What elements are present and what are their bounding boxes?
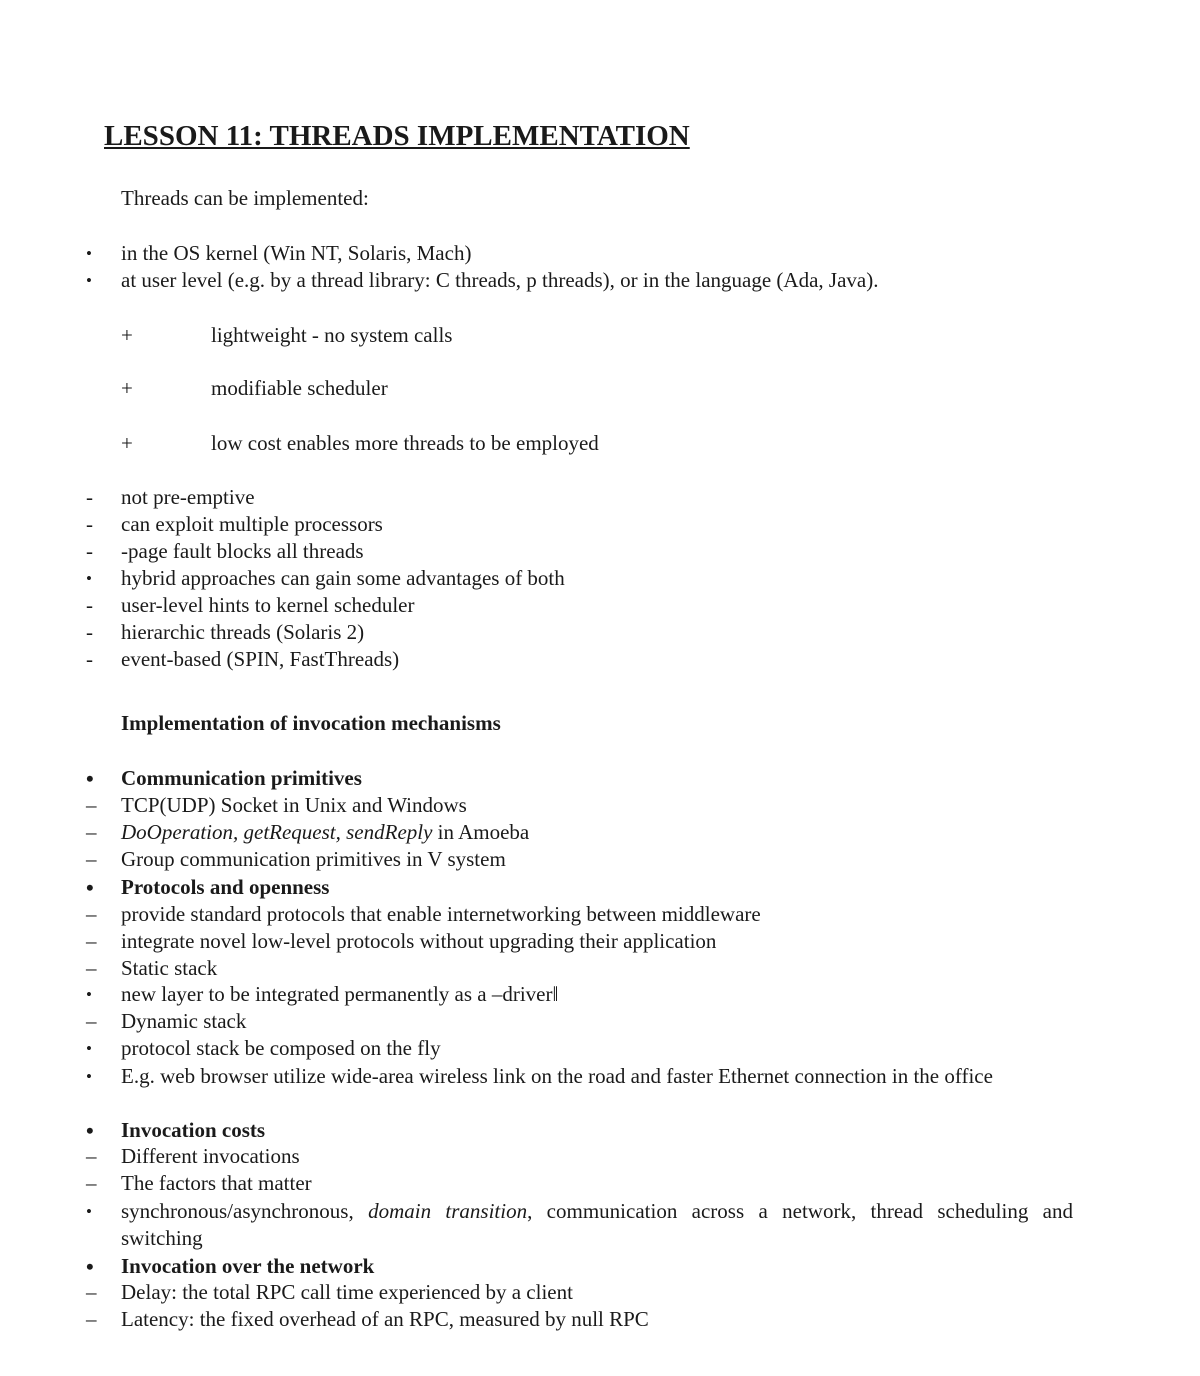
dash-marker: -: [86, 647, 93, 671]
list-item-text: Dynamic stack: [121, 1009, 247, 1033]
bullet-marker: •: [86, 1254, 94, 1279]
list-item-text: in the OS kernel (Win NT, Solaris, Mach): [121, 241, 472, 265]
list-item-text: Static stack: [121, 956, 218, 980]
italic-ops-rest: in Amoeba: [432, 820, 530, 844]
bullet-marker: •: [86, 244, 92, 263]
pro-text: lightweight - no system calls: [211, 323, 453, 347]
list-item-text: Delay: the total RPC call time experienced by a client: [121, 1280, 573, 1304]
italic-ops: DoOperation, getRequest, sendReply: [121, 820, 433, 844]
topic-heading-text: Communication primitives: [121, 766, 362, 790]
list-item-text: -page fault blocks all threads: [121, 539, 364, 563]
dash-marker: –: [86, 1009, 97, 1033]
bullet-marker: •: [86, 1118, 94, 1143]
dash-marker: –: [86, 1171, 97, 1195]
topic-heading-text: Invocation costs: [121, 1118, 266, 1142]
bullet-marker: •: [86, 985, 92, 1004]
dash-marker: –: [86, 1144, 97, 1168]
topic-heading-text: Invocation over the network: [121, 1254, 375, 1278]
section-heading-text: Implementation of invocation mechanisms: [121, 711, 501, 735]
dash-marker: -: [86, 593, 93, 617]
list-item-text: [121, 819, 529, 846]
dash-marker: –: [86, 820, 97, 844]
dash-marker: -: [86, 620, 93, 644]
dash-marker: –: [86, 902, 97, 926]
intro-text: Threads can be implemented:: [121, 186, 369, 210]
list-item-text: Group communication primitives in V system: [121, 847, 506, 871]
bullet-marker: •: [86, 1039, 92, 1058]
plus-marker: +: [121, 323, 133, 347]
dash-marker: –: [86, 793, 97, 817]
dash-marker: –: [86, 929, 97, 953]
bullet-marker: •: [86, 569, 92, 588]
dash-marker: –: [86, 956, 97, 980]
list-item-text: The factors that matter: [121, 1171, 312, 1195]
list-item-text: TCP(UDP) Socket in Unix and Windows: [121, 793, 467, 817]
bullet-marker: •: [86, 1202, 92, 1221]
dash-marker: –: [86, 847, 97, 871]
list-item-text: not pre-emptive: [121, 485, 255, 509]
list-item-text: can exploit multiple processors: [121, 512, 383, 536]
list-item-text: protocol stack be composed on the fly: [121, 1036, 441, 1060]
factors-before: synchronous/asynchronous,: [121, 1199, 369, 1223]
list-item-text: hierarchic threads (Solaris 2): [121, 620, 365, 644]
dash-marker: –: [86, 1280, 97, 1304]
list-item-text: event-based (SPIN, FastThreads): [121, 647, 400, 671]
list-item-text: integrate novel low-level protocols without upgrading their application: [121, 929, 717, 953]
bullet-marker: •: [86, 271, 92, 290]
list-item-text: provide standard protocols that enable internetworking between middleware: [121, 902, 761, 926]
pro-text: modifiable scheduler: [211, 376, 388, 400]
list-item-text: user-level hints to kernel scheduler: [121, 593, 415, 617]
topic-heading-text: Protocols and openness: [121, 875, 330, 899]
list-item-text: [121, 1198, 1073, 1252]
factors-after: , communication across a network, thread scheduling and switching: [121, 1199, 1073, 1250]
bullet-marker: •: [86, 1067, 92, 1086]
list-item-text: E.g. web browser utilize wide-area wireless link on the road and faster Ethernet connection in the office: [121, 1064, 993, 1088]
list-item-text: Different invocations: [121, 1144, 300, 1168]
list-item-text: at user level (e.g. by a thread library: C threads, p threads), or in the language (Ada, Java).: [121, 268, 879, 292]
page-title: LESSON 11: THREADS IMPLEMENTATION: [104, 120, 690, 152]
list-item-text: Latency: the fixed overhead of an RPC, measured by null RPC: [121, 1307, 649, 1331]
pro-text: low cost enables more threads to be employed: [211, 431, 599, 455]
factors-italic: domain transition: [368, 1199, 528, 1223]
dash-marker: -: [86, 539, 93, 563]
bullet-marker: •: [86, 766, 94, 791]
dash-marker: -: [86, 512, 93, 536]
plus-marker: +: [121, 431, 133, 455]
plus-marker: +: [121, 376, 133, 400]
list-item-text: new layer to be integrated permanently as a –driver‖: [121, 982, 559, 1006]
dash-marker: -: [86, 485, 93, 509]
list-item-text: hybrid approaches can gain some advantages of both: [121, 566, 565, 590]
bullet-marker: •: [86, 875, 94, 900]
dash-marker: –: [86, 1307, 97, 1331]
